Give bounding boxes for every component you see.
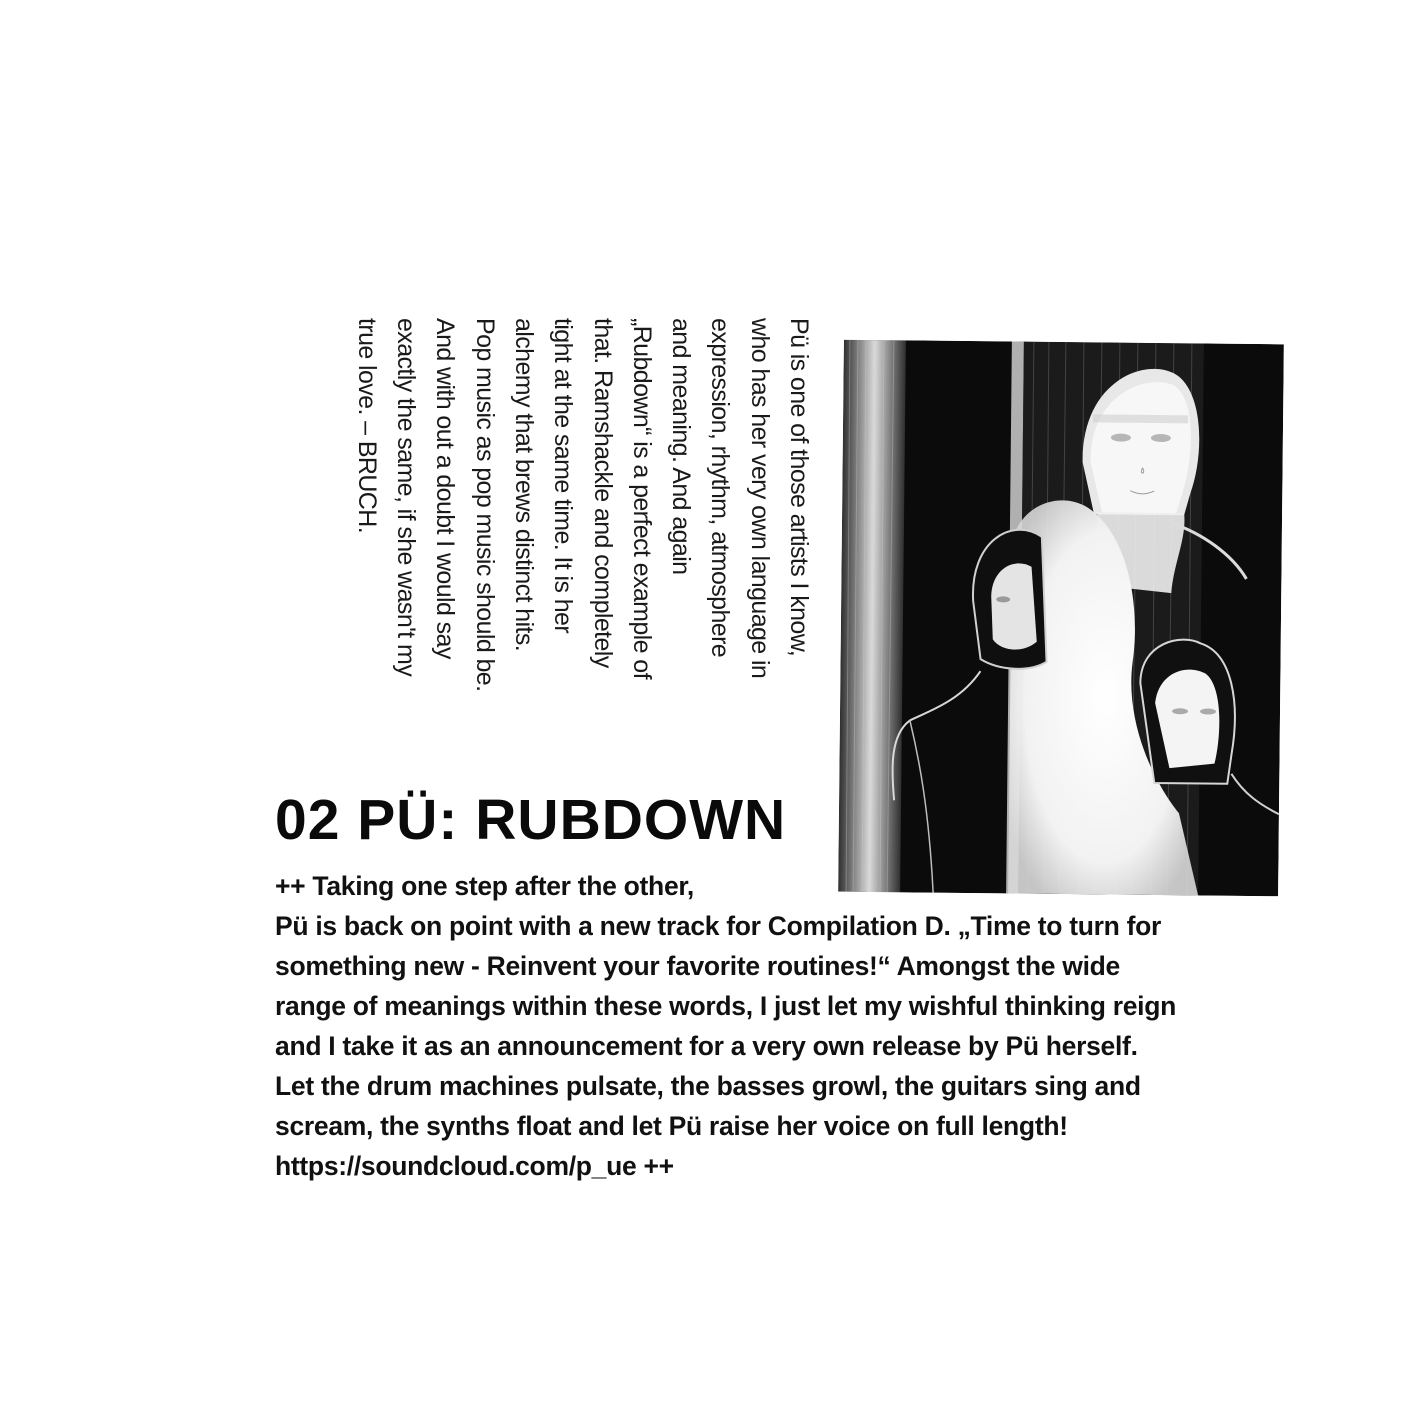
- side-review-line: Pü is one of those artists I know,: [785, 318, 813, 657]
- main-review-line: something new - Reinvent your favorite routines!“ Amongst the wide: [275, 951, 1120, 981]
- side-review-line: that. Ramshackle and completely: [588, 318, 617, 668]
- artist-photo: [838, 340, 1284, 897]
- side-review-text: [348, 318, 818, 788]
- main-review-line: scream, the synths float and let Pü raise her voice on full length!: [275, 1111, 1068, 1141]
- main-review-line: ++ Taking one step after the other,: [275, 871, 694, 901]
- main-review-line: Let the drum machines pulsate, the basses growl, the guitars sing and: [275, 1071, 1141, 1101]
- side-review-line: Pop music as pop music should be.: [470, 318, 499, 692]
- soundcloud-link[interactable]: https://soundcloud.com/p_ue ++: [275, 1151, 674, 1181]
- main-review-line: and I take it as an announcement for a very own release by Pü herself.: [275, 1031, 1138, 1061]
- side-review-line: „Rubdown“ is a perfect example of: [627, 318, 656, 679]
- track-title: 02 PÜ: RUBDOWN: [275, 788, 787, 852]
- side-review-line: and meaning. And again: [667, 318, 696, 575]
- side-review-line: who has her very own language in: [745, 318, 774, 679]
- side-review-line: true love. – BRUCH.: [352, 318, 381, 534]
- side-review-line: alchemy that brews distinct hits.: [509, 318, 538, 652]
- side-review-line: tight at the same time. It is her: [549, 318, 578, 634]
- side-review-line: And with out a doubt I would say: [431, 318, 460, 659]
- side-review-line: expression, rhythm, atmosphere: [706, 318, 735, 658]
- main-review: [275, 866, 1305, 1186]
- side-review-line: exactly the same, if she wasn't my: [392, 318, 421, 677]
- side-review: [348, 318, 818, 788]
- main-review-line: Pü is back on point with a new track for Compilation D. „Time to turn for: [275, 911, 1162, 941]
- main-review-line: range of meanings within these words, I just let my wishful thinking reign: [275, 991, 1176, 1021]
